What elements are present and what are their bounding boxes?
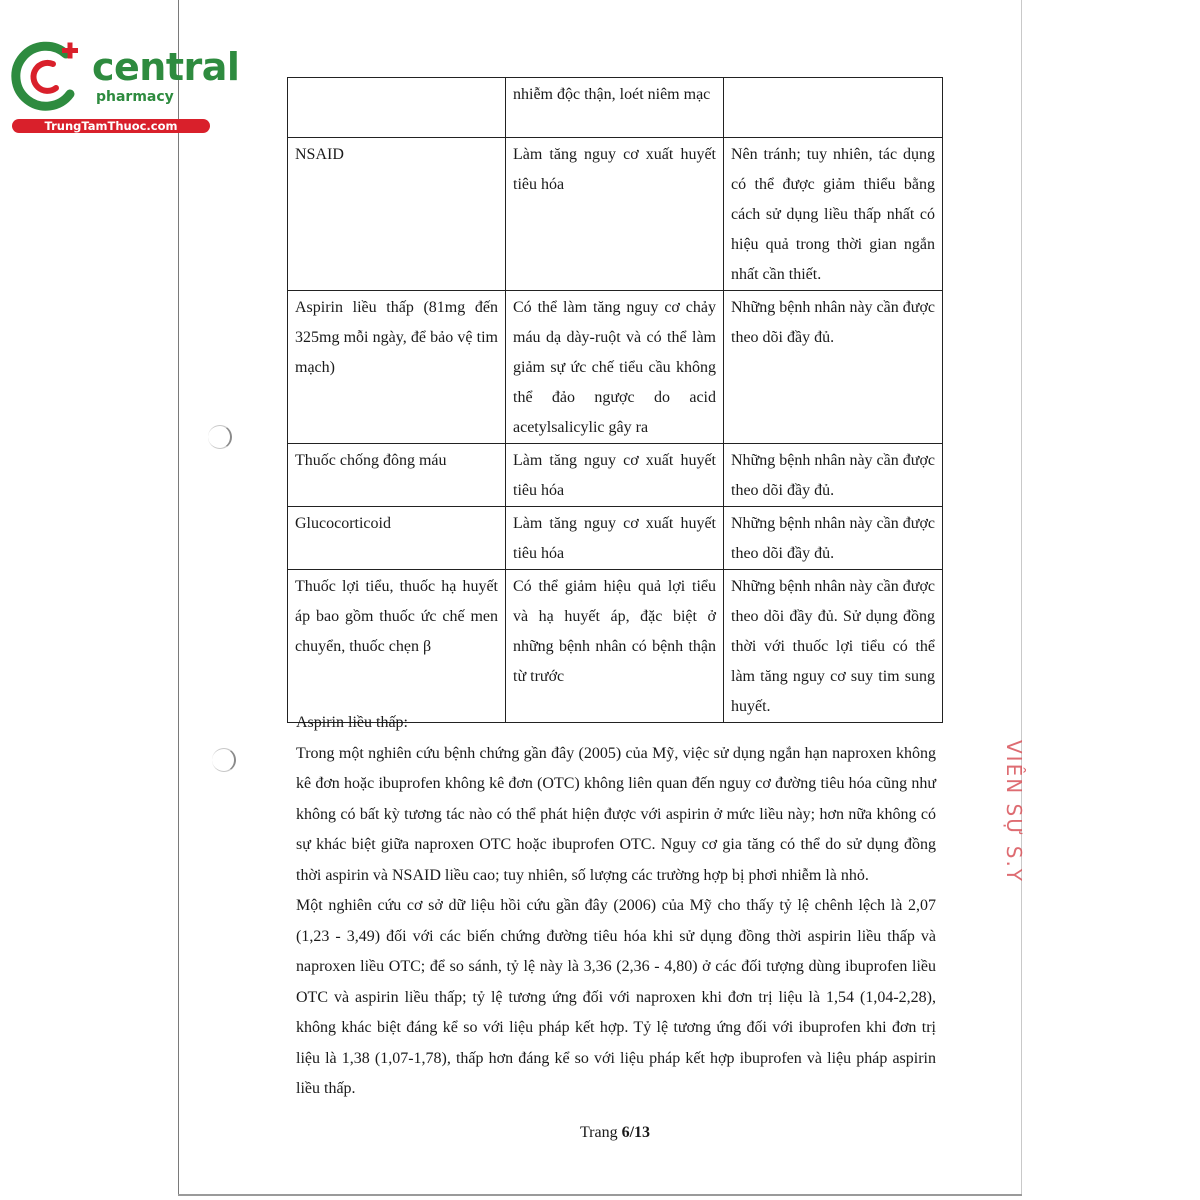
table-cell: Aspirin liều thấp (81mg đến 325mg mỗi ngày, để bảo vệ tim mạch)	[288, 291, 506, 444]
table-cell: Những bệnh nhân này cần được theo dõi đầy đủ.	[724, 291, 943, 444]
table-cell: Những bệnh nhân này cần được theo dõi đầy đủ.	[724, 444, 943, 507]
table-cell: Thuốc chống đông máu	[288, 444, 506, 507]
logo-subtitle: pharmacy	[96, 89, 174, 105]
table-cell: Glucocorticoid	[288, 507, 506, 570]
brand-logo[interactable]	[8, 36, 240, 136]
punch-hole	[212, 748, 236, 772]
table-row	[288, 291, 943, 444]
paragraph: Trong một nghiên cứu bệnh chứng gần đây (2005) của Mỹ, việc sử dụng ngắn hạn naproxen không kê đơn hoặc ibuprofen không kê đơn (OTC) không liên quan đến nguy cơ đường tiêu hóa cũng như không có bất kỳ tương tác nào có thể phát hiện được với aspirin ở mức liều này; hơn nữa không có sự khác biệt giữa naproxen OTC hoặc ibuprofen OTC. Nguy cơ gia tăng có thể do sử dụng đồng thời aspirin và NSAID liều cao; tuy nhiên, số lượng các trường hợp bị phơi nhiễm là nhỏ.	[296, 744, 936, 884]
side-stamp	[996, 740, 1026, 890]
interaction-table	[287, 77, 943, 723]
table-cell: Làm tăng nguy cơ xuất huyết tiêu hóa	[506, 444, 724, 507]
table-row	[288, 138, 943, 291]
table-row	[288, 444, 943, 507]
table-row	[288, 570, 943, 723]
page-number-prefix: Trang	[579, 1124, 622, 1141]
section-heading: Aspirin liều thấp:	[296, 714, 408, 731]
table-cell: Làm tăng nguy cơ xuất huyết tiêu hóa	[506, 507, 724, 570]
logo-mark-icon	[8, 36, 92, 116]
table-cell: Có thể giảm hiệu quả lợi tiểu và hạ huyết áp, đặc biệt ở những bệnh nhân có bệnh thận từ trước	[506, 570, 724, 723]
table-row	[288, 78, 943, 138]
table-cell: Nên tránh; tuy nhiên, tác dụng có thể được giảm thiểu bằng cách sử dụng liều thấp nhất có hiệu quả trong thời gian ngắn nhất cần thiết.	[724, 138, 943, 291]
page-number	[0, 1124, 1200, 1142]
table-row	[288, 507, 943, 570]
table-cell: Thuốc lợi tiểu, thuốc hạ huyết áp bao gồm thuốc ức chế men chuyển, thuốc chẹn β	[288, 570, 506, 723]
table-cell	[724, 78, 943, 138]
paragraph: Một nghiên cứu cơ sở dữ liệu hồi cứu gần đây (2006) của Mỹ cho thấy tỷ lệ chênh lệch là 2,07 (1,23 - 3,49) đối với các biến chứng đường tiêu hóa khi sử dụng đồng thời aspirin liều thấp và naproxen liều OTC; để so sánh, tỷ lệ này là 3,36 (2,36 - 4,80) ở các đối tượng dùng ibuprofen liều OTC và aspirin liều thấp; tỷ lệ tương ứng đối với naproxen khi đơn trị liệu là 1,54 (1,04-2,28), không khác biệt đáng kể so với liệu pháp kết hợp. Tỷ lệ tương ứng đối với ibuprofen khi đơn trị liệu là 1,38 (1,07-1,78), thấp hơn đáng kể so với liệu pháp kết hợp ibuprofen và liệu pháp aspirin liều thấp.	[296, 897, 936, 1097]
page-edge-right	[1021, 0, 1022, 1195]
table-cell: Những bệnh nhân này cần được theo dõi đầy đủ. Sử dụng đồng thời với thuốc lợi tiểu có thể làm tăng nguy cơ suy tim sung huyết.	[724, 570, 943, 723]
page-edge-left	[178, 0, 179, 1195]
stamp-text: VIÊN SỰ S.Y	[1002, 740, 1026, 884]
table-cell: NSAID	[288, 138, 506, 291]
table-cell: nhiễm độc thận, loét niêm mạc	[506, 78, 724, 138]
page-number-value: 6/13	[621, 1124, 651, 1141]
page-edge-bottom	[178, 1194, 1022, 1196]
table-cell	[288, 78, 506, 138]
punch-hole	[208, 425, 232, 449]
logo-url-badge: TrungTamThuoc.com	[12, 119, 210, 133]
table-cell: Có thể làm tăng nguy cơ chảy máu dạ dày-ruột và có thể làm giảm sự ức chế tiểu cầu không thể đảo ngược do acid acetylsalicylic gây ra	[506, 291, 724, 444]
logo-brand-text: central	[92, 45, 240, 89]
table-cell: Những bệnh nhân này cần được theo dõi đầy đủ.	[724, 507, 943, 570]
table-cell: Làm tăng nguy cơ xuất huyết tiêu hóa	[506, 138, 724, 291]
body-text	[296, 708, 936, 1105]
